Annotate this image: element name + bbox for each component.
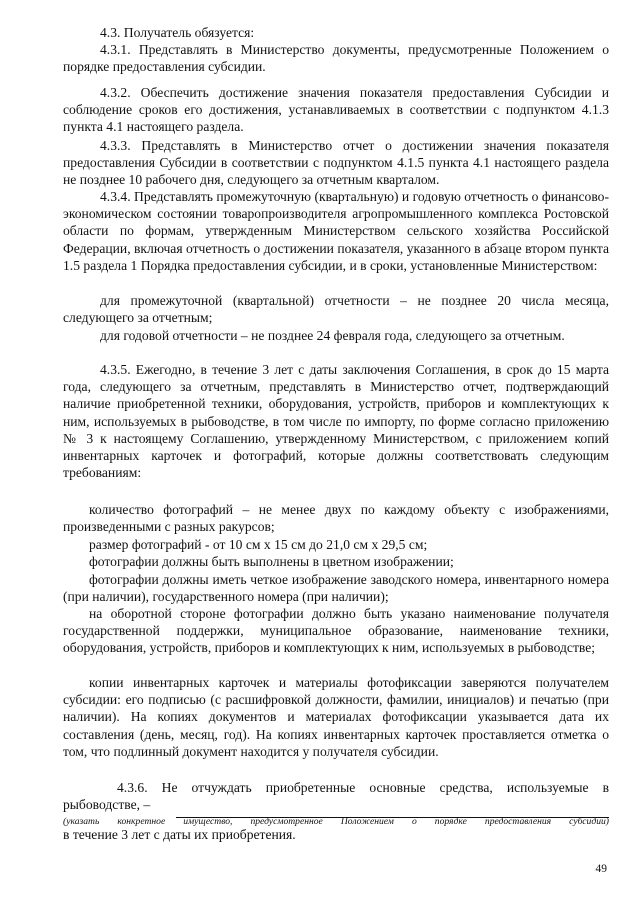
footnote-hint: (указать конкретное имущество, предусмотренное Положением о порядке предоставления субсидии) — [63, 816, 609, 827]
paragraph-4-3-2: 4.3.2. Обеспечить достижение значения показателя предоставления Субсидии и соблюдение сроков его достижения, устанавливаемых в соответствии с подпунктом 4.1.3 пункта 4.1 настоящего раздела. — [63, 85, 609, 135]
paragraph-4-3-5: 4.3.5. Ежегодно, в течение 3 лет с даты заключения Соглашения, в срок до 15 марта года, следующего за отчетным, представлять в Министерство отчет, подтверждающий наличие приобретенной техники, оборудования, устройств, приборов и комплектующих к ним, используемых в рыбоводстве, в том числе по импорту, по форме согласно приложению № 3 к настоящему Соглашению, утвержденному Министерством, с приложением копий инвентарных карточек и фотографий, которые должны соответствовать следующим требованиям: — [63, 362, 609, 481]
paragraph-quarterly: для промежуточной (квартальной) отчетности – не позднее 20 числа месяца, следующего за отчетным; — [63, 293, 609, 326]
paragraph-certification: копии инвентарных карточек и материалы фотофиксации заверяются получателем субсидии: его подписью (с расшифровкой должности, фамилии, инициалов) и печатью (при наличии). На копиях документов и материалах фотофиксации указывается дата их составления (день, месяц, год). На копиях инвентарных карточек проставляется отметка о том, что подлинный документ находится у получателя субсидии. — [63, 675, 609, 759]
page-number: 49 — [595, 863, 607, 875]
paragraph-photo-back: на оборотной стороне фотографии должно быть указано наименование получателя государственной поддержки, муниципальное образование, наименование техники, оборудования, устройств, приборов и комплектующих к ним, используемых в рыбоводстве; — [63, 606, 609, 656]
paragraph-photo-size: размер фотографий - от 10 см х 15 см до 21,0 см х 29,5 см; — [89, 537, 428, 552]
paragraph-photo-color: фотографии должны быть выполнены в цветном изображении; — [89, 554, 454, 569]
paragraph-term: в течение 3 лет с даты их приобретения. — [63, 827, 296, 842]
paragraph-photo-clarity: фотографии должны иметь четкое изображение заводского номера, инвентарного номера (при наличии), государственного номера (при наличии); — [63, 572, 609, 605]
paragraph-4-3-1: 4.3.1. Представлять в Министерство документы, предусмотренные Положением о порядке предоставления субсидии. — [63, 42, 609, 75]
paragraph-4-3-4: 4.3.4. Представлять промежуточную (квартальную) и годовую отчетность о финансово-экономическом состоянии товаропроизводителя агропромышленного комплекса Ростовской области по формам, утвержденным Министерством сельского хозяйства Российской Федерации, включая отчетность о достижении показателя, указанного в абзаце втором пункта 1.5 раздела 1 Порядка предоставления субсидии, и в сроки, установленные Министерством: — [63, 189, 609, 273]
paragraph-photo-count: количество фотографий – не менее двух по каждому объекту с изображениями, произведенными с разных ракурсов; — [63, 502, 609, 535]
section-heading: 4.3. Получатель обязуется: — [100, 25, 255, 40]
paragraph-annual: для годовой отчетности – не позднее 24 февраля года, следующего за отчетным. — [100, 328, 565, 343]
paragraph-4-3-3: 4.3.3. Представлять в Министерство отчет о достижении значения показателя предоставления Субсидии в соответствии с подпунктом 4.1.5 пункта 4.1 настоящего раздела не позднее 10 рабочего дня, следующего за отчетным кварталом. — [63, 138, 609, 188]
paragraph-4-3-6: 4.3.6. Не отчуждать приобретенные основные средства, используемые в рыбоводстве, – — [63, 780, 609, 813]
